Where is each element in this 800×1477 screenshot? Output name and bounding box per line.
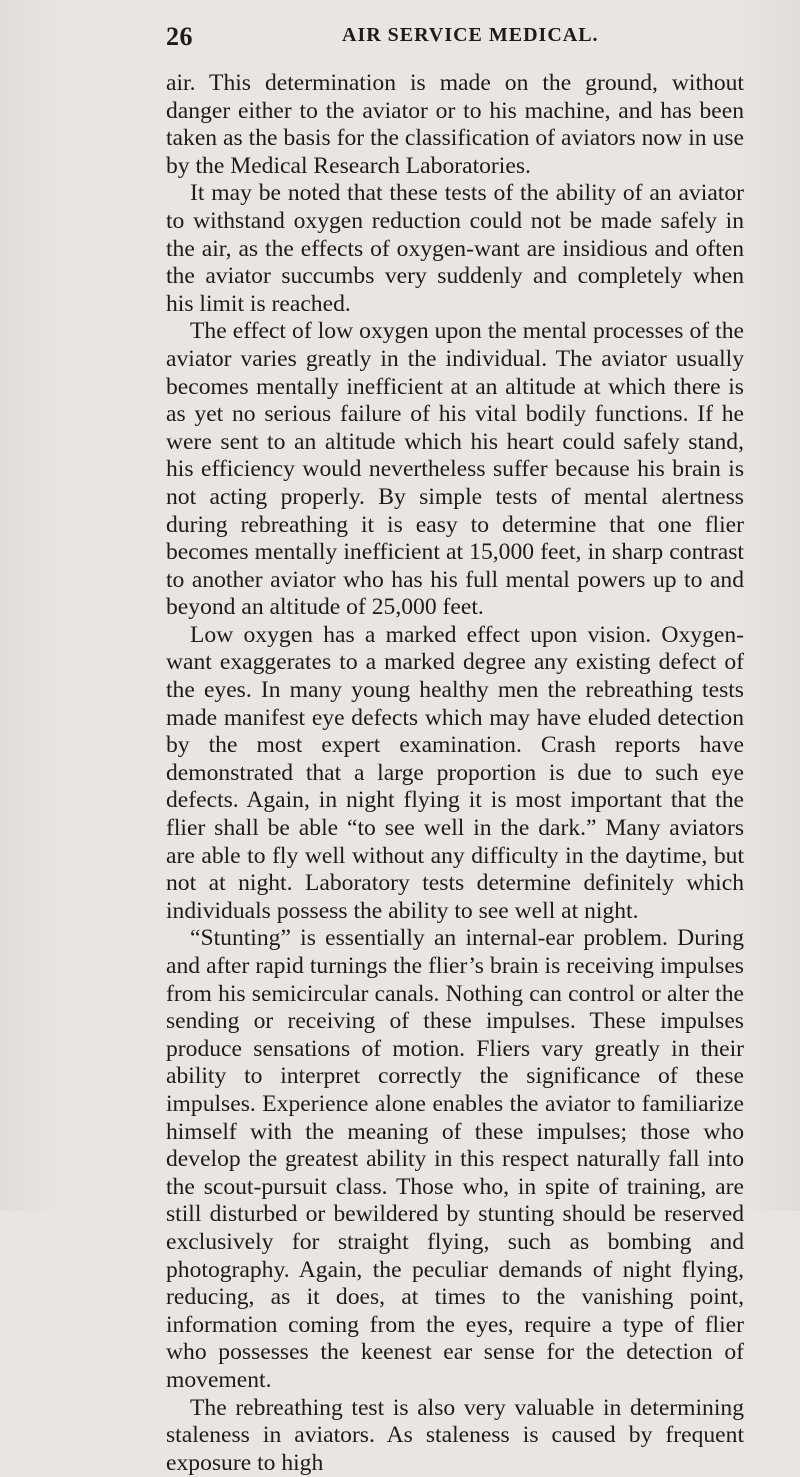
- paragraph-staleness: The rebreathing test is also very valuable in determining staleness in aviators. As staleness is caused by frequent exposure to high: [166, 1395, 744, 1477]
- body-text: [166, 70, 744, 1477]
- paragraph-stunting: “Stunting” is essentially an internal-ear problem. During and after rapid turnings the flier’s brain is receiving impulses from his semicircular canals. Nothing can control or alter the sending or receiving of these impulses. These impulses produce sensations of motion. Fliers vary greatly in their ability to interpret correctly the significance of these impulses. Experience alone enables the aviator to familiarize himself with the meaning of these impulses; those who develop the greatest ability in this respect naturally fall into the scout-pursuit class. Those who, in spite of training, are still disturbed or bewildered by stunting should be reserved exclusively for straight flying, such as bombing and photography. Again, the peculiar demands of night flying, reducing, as it does, at times to the vanishing point, information coming from the eyes, require a type of flier who possesses the keenest ear sense for the detection of movement.: [166, 925, 744, 1394]
- paragraph-continuation: air. This determination is made on the ground, without danger either to the aviator or to his machine, and has been taken as the basis for the classification of aviators now in use by the Medical Research Laboratories.: [166, 70, 744, 180]
- paragraph-oxygen-reduction-safety: It may be noted that these tests of the ability of an aviator to withstand oxygen reduction could not be made safely in the air, as the effects of oxygen-want are insidious and often the aviator succumbs very suddenly and completely when his limit is reached.: [166, 180, 744, 318]
- paragraph-vision: Low oxygen has a marked effect upon vision. Oxygen-want exaggerates to a marked degree any existing defect of the eyes. In many young healthy men the rebreathing tests made manifest eye defects which may have eluded detection by the most expert examination. Crash reports have demonstrated that a large proportion is due to such eye defects. Again, in night flying it is most important that the flier shall be able “to see well in the dark.” Many aviators are able to fly well without any difficulty in the daytime, but not at night. Laboratory tests determine definitely which individuals possess the ability to see well at night.: [166, 622, 744, 926]
- paragraph-mental-processes: The effect of low oxygen upon the mental processes of the aviator varies greatly in the individual. The aviator usually becomes mentally inefficient at an altitude at which there is as yet no serious failure of his vital bodily functions. If he were sent to an altitude which his heart could safely stand, his efficiency would nevertheless suffer because his brain is not acting properly. By simple tests of mental alertness during rebreathing it is easy to determine that one flier becomes mentally inefficient at 15,000 feet, in sharp contrast to another aviator who has his full mental powers up to and beyond an altitude of 25,000 feet.: [166, 318, 744, 622]
- page-number: 26: [166, 22, 193, 52]
- running-title: AIR SERVICE MEDICAL.: [342, 24, 599, 47]
- running-head: [166, 22, 744, 58]
